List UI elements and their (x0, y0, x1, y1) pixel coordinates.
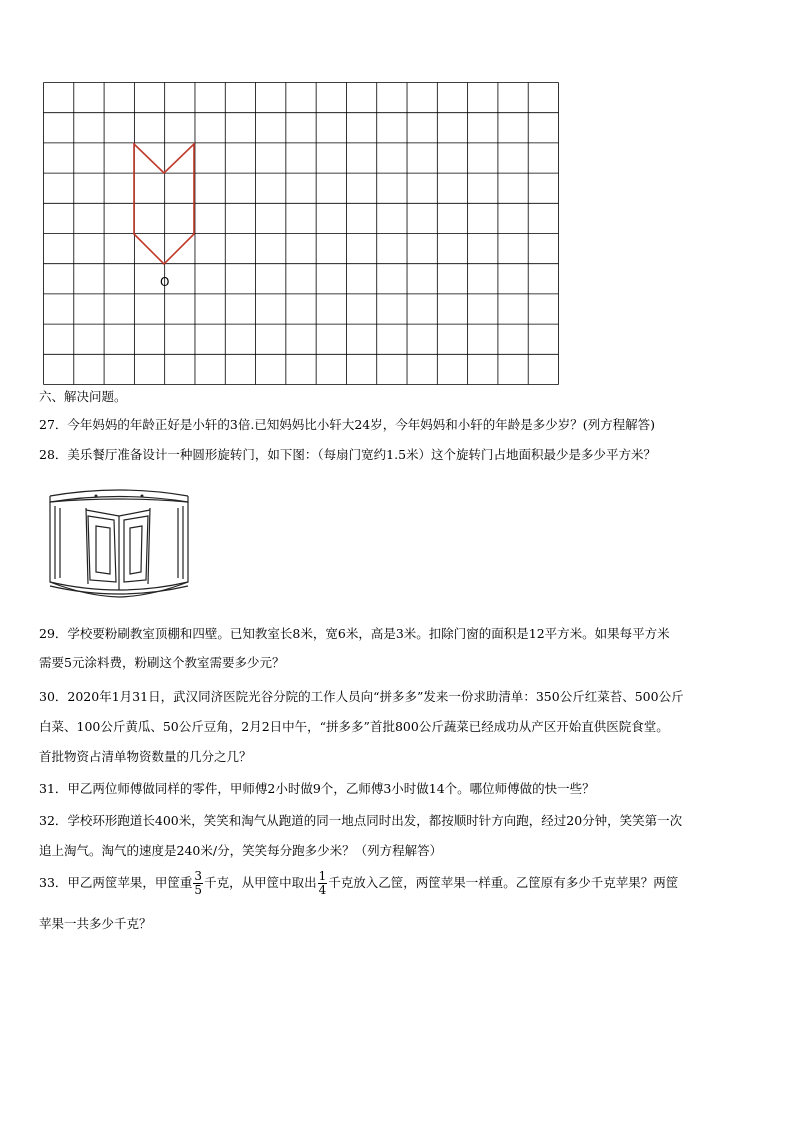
problem-27: 27．今年妈妈的年龄正好是小轩的3倍.已知妈妈比小轩大24岁，今年妈妈和小轩的年龄是多少岁？(列方程解答) (39, 417, 655, 432)
problem-29-line1: 29．学校要粉刷教室顶棚和四壁。已知教室长8米，宽6米，高是3米。扣除门窗的面积是12平方米。如果每平方米 (39, 626, 670, 641)
grid-figure (43, 82, 559, 385)
origin-label: O (160, 275, 170, 289)
problem-32-line2: 追上淘气。淘气的速度是240米/分，笑笑每分跑多少米？（列方程解答） (39, 843, 443, 858)
problem-33-line1 (39, 868, 758, 898)
problem-33-part1: 33．甲乙两筐苹果，甲筐重 (39, 875, 193, 890)
section-heading: 六、解决问题。 (39, 389, 127, 404)
problem-31: 31．甲乙两位师傅做同样的零件，甲师傅2小时做9个，乙师傅3小时做14个。哪位师傅做的快一些？ (39, 781, 595, 796)
problem-32-line1: 32．学校环形跑道长400米，笑笑和淘气从跑道的同一地点同时出发，都按顺时针方向跑，经过20分钟，笑笑第一次 (39, 813, 683, 828)
fraction-denominator: 5 (194, 883, 203, 897)
fraction-numerator: 1 (318, 869, 327, 883)
problem-28: 28．美乐餐厅准备设计一种圆形旋转门，如下图：（每扇门宽约1.5米）这个旋转门占地面积最少是多少平方米？ (39, 447, 657, 462)
problem-30-line1: 30．2020年1月31日，武汉同济医院光谷分院的工作人员向“拼多多”发来一份求助清单：350公斤红菜苔、500公斤 (39, 689, 684, 704)
problem-30-line3: 首批物资占清单物资数量的几分之几？ (39, 749, 252, 764)
problem-33-part3: 千克放入乙筐，两筐苹果一样重。乙筐原有多少千克苹果？两筐 (328, 875, 679, 890)
fraction-one-quarter (318, 870, 328, 897)
problem-30-line2: 白菜、100公斤黄瓜、50公斤豆角，2月2日中午，“拼多多”首批800公斤蔬菜已经成功从产区开始直供医院食堂。 (39, 719, 669, 734)
revolving-door-drawing (46, 486, 192, 601)
grid-lines (44, 83, 559, 385)
rotation-shape (134, 144, 194, 264)
revolving-door-illustration (46, 486, 192, 601)
problem-29-line2: 需要5元涂料费，粉刷这个教室需要多少元？ (39, 655, 285, 670)
grid-svg (43, 82, 559, 385)
problem-33-line2: 苹果一共多少千克？ (39, 916, 152, 931)
problem-33-part2: 千克，从甲筐中取出 (204, 875, 317, 890)
fraction-numerator: 3 (194, 869, 203, 883)
fraction-three-fifths (193, 870, 203, 897)
fraction-denominator: 4 (318, 883, 327, 897)
